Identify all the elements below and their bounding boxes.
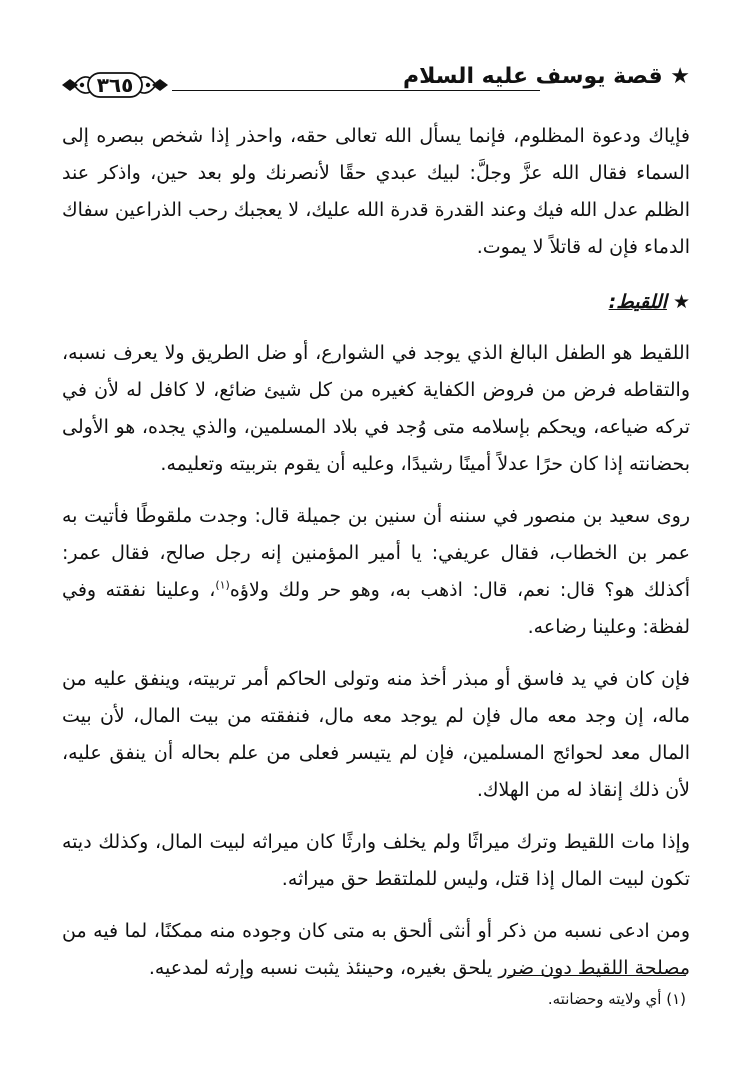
guardian-paragraph: فإن كان في يد فاسق أو مبذر أخذ منه وتولى الحاكم أمر تربيته، وينفق عليه من ماله، إن وجد معه مال فإن لم يوجد معه مال، فنفقته من بيت المال، لأن بيت المال معد لحوائج المسلمين، فإن لم يتيسر فعلى من علم بحاله أن ينفق عليه، لأن ذلك إنقاذ له من الهلاك.: [62, 668, 690, 801]
page-number-frame: [60, 70, 170, 100]
page-number: ٣٦٥: [96, 73, 134, 97]
heading-label: اللقيط:: [608, 291, 667, 313]
header-rule: [172, 90, 540, 91]
riwaya-text-start: روى سعيد بن منصور في سننه أن سنين بن جميلة قال: وجدت ملقوطًا فأتيت به عمر بن الخطاب، فقال عريفي: يا أمير المؤمنين إنه رجل صالح، فقال عمر: أكذلك هو؟ قال: نعم، قال: اذهب به، وهو حر ولك ولاؤه: [62, 505, 690, 601]
section-heading: [62, 284, 690, 321]
inheritance-paragraph: وإذا مات اللقيط وترك ميراثًا ولم يخلف وارثًا كان ميراثه لبيت المال، وكذلك ديته تكون لبيت المال إذا قتل، وليس للملتقط حق ميراثه.: [62, 831, 690, 890]
footnote: (١) أي ولايته وحضانته.: [547, 990, 686, 1008]
lineage-paragraph: ومن ادعى نسبه من ذكر أو أنثى ألحق به متى كان وجوده منه ممكنًا، لما فيه من مصلحة اللقيط دون ضرر يلحق بغيره، وحينئذ يثبت نسبه وإرثه لمدعيه.: [62, 920, 690, 979]
intro-paragraph: فإياك ودعوة المظلوم، فإنما يسأل الله تعالى حقه، واحذر إذا شخص ببصره إلى السماء فقال الله عزَّ وجلَّ: لبيك عبدي حقًا لأنصرنك ولو بعد حين، واذكر عند الظلم عدل الله فيك وعند القدرة قدرة الله عليك، لا يعجبك رحب الذراعين سفاك الدماء فإن له قاتلاً لا يموت.: [62, 125, 690, 258]
footnote-ref: (١): [215, 578, 230, 592]
definition-paragraph: اللقيط هو الطفل البالغ الذي يوجد في الشوارع، أو ضل الطريق ولا يعرف نسبه، والتقاطه فرض من فروض الكفاية كغيره من كل شيئ ضائع، لا كافل له لأن في تركه ضياعه، ويحكم بإسلامه متى وُجد في بلاد المسلمين، والذي يجده، هو الأولى بحضانته إذا كان حرًا عدلاً أمينًا رشيدًا، وعليه أن يقوم بتربيته وتعليمه.: [62, 342, 690, 475]
riwaya-paragraph: [62, 498, 690, 646]
main-text: [62, 118, 690, 1002]
page-header: [60, 62, 690, 106]
running-title: ★ قصة يوسف عليه السلام: [402, 64, 690, 89]
riwaya-text-end: ، وعلينا نفقته وفي لفظة: وعلينا رضاعه.: [62, 579, 690, 638]
star-icon: ★: [672, 291, 690, 313]
footnote-rule: [508, 975, 686, 976]
